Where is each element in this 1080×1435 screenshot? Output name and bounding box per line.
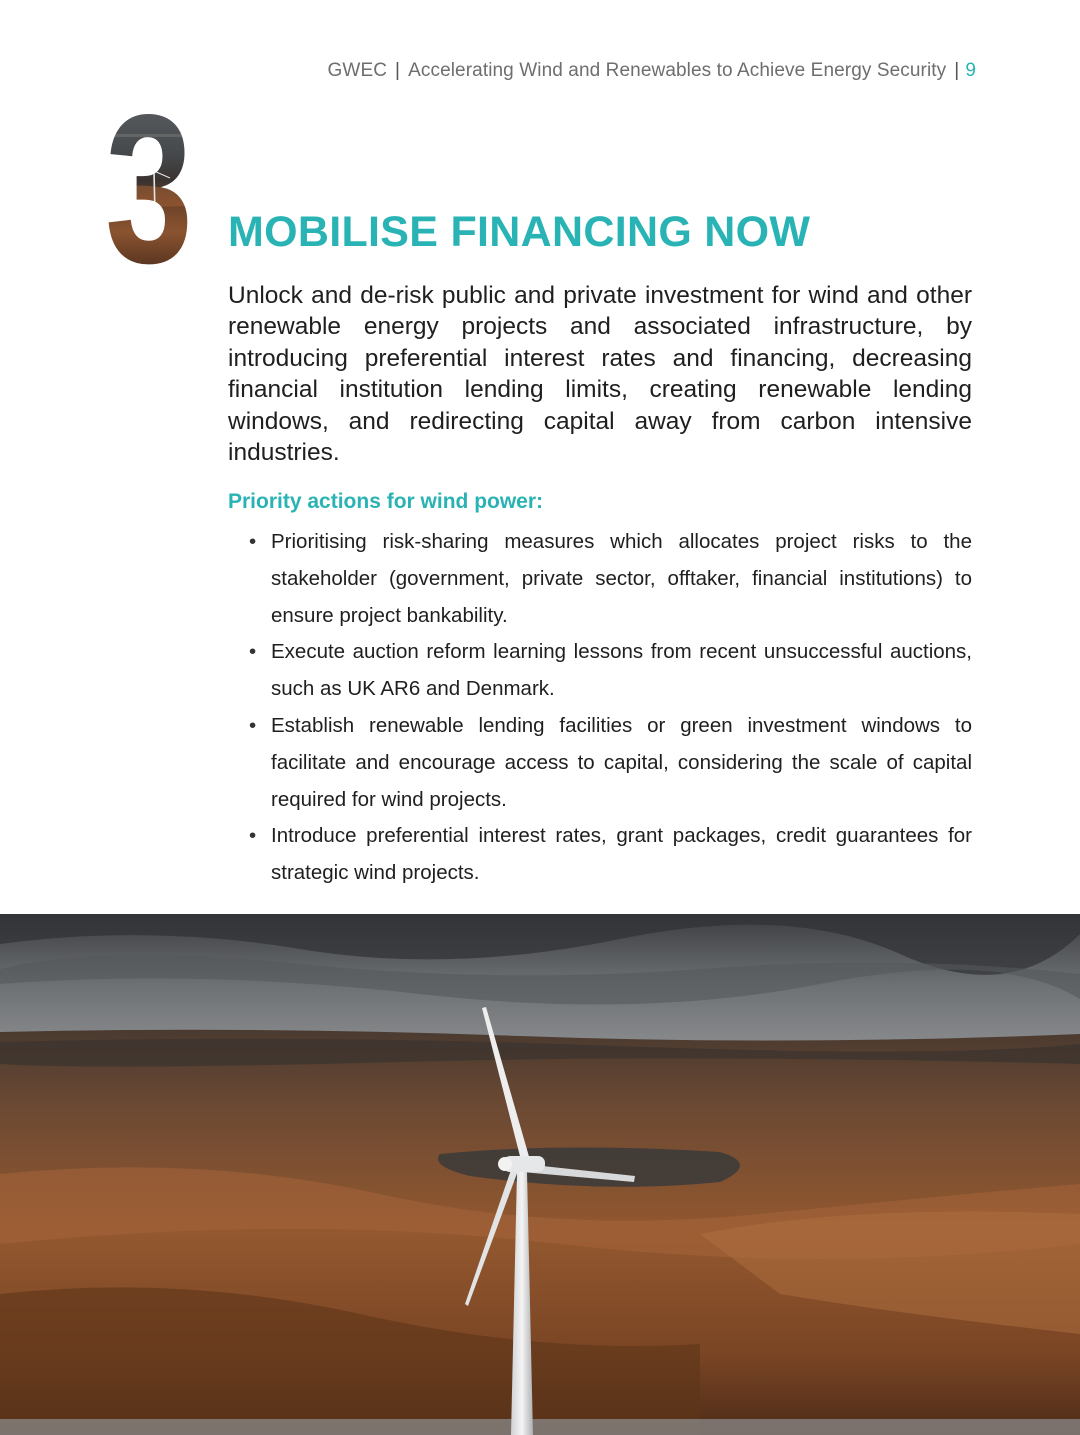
section-number-graphic bbox=[104, 96, 194, 266]
section-title: MOBILISE FINANCING NOW bbox=[228, 208, 811, 256]
wind-turbine-landscape-photo bbox=[0, 914, 1080, 1435]
list-item: • Prioritising risk-sharing measures which allocates project risks to the stakeholder (government, private sector, offtaker, financial institutions) to ensure project bankability. bbox=[271, 524, 972, 634]
page-number: 9 bbox=[965, 60, 976, 81]
header-separator-2: | bbox=[954, 60, 960, 81]
header-org: GWEC bbox=[327, 60, 388, 81]
priority-actions-list bbox=[271, 524, 972, 892]
list-item: • Execute auction reform learning lessons from recent unsuccessful auctions, such as UK AR6 and Denmark. bbox=[271, 634, 972, 708]
header-report-title: Accelerating Wind and Renewables to Achieve Energy Security bbox=[408, 60, 947, 81]
list-item: • Establish renewable lending facilities or green investment windows to facilitate and encourage access to capital, considering the scale of capital required for wind projects. bbox=[271, 708, 972, 818]
priority-heading: Priority actions for wind power: bbox=[228, 490, 544, 513]
list-item: • Introduce preferential interest rates, grant packages, credit guarantees for strategic wind projects. bbox=[271, 818, 972, 892]
header-separator: | bbox=[395, 60, 401, 81]
page-header bbox=[328, 60, 976, 82]
lead-paragraph: Unlock and de-risk public and private investment for wind and other renewable energy projects and associated infrastructure, by introducing preferential interest rates and financing, decreasing financial institution lending limits, creating renewable lending windows, and redirecting capital away from carbon intensive industries. bbox=[228, 282, 972, 467]
